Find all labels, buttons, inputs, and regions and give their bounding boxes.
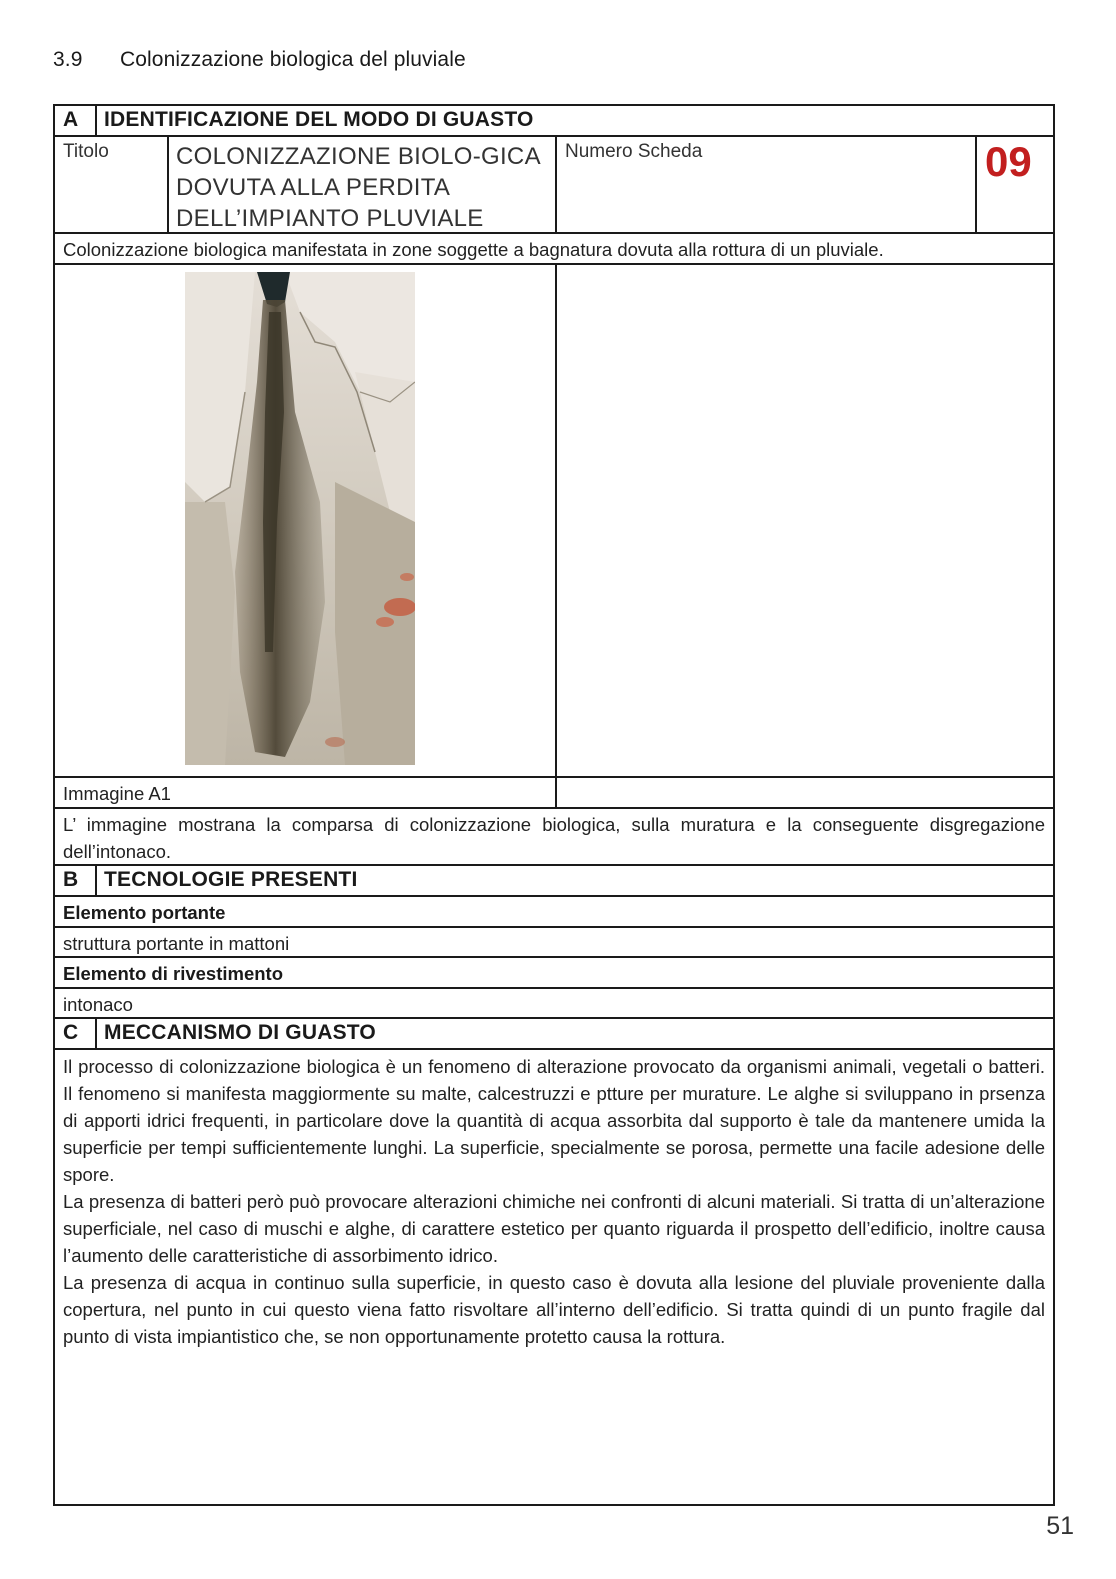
image-caption-row xyxy=(55,778,1053,809)
mechanism-text xyxy=(55,1050,1053,1350)
description-row xyxy=(55,234,1053,265)
elemento-rivestimento-value-row xyxy=(55,989,1053,1019)
image-caption-cell xyxy=(55,778,555,807)
elemento-portante-value: struttura portante in mattoni xyxy=(63,933,290,954)
section-b-header xyxy=(55,866,1053,897)
wall-photo-illustration xyxy=(185,272,415,765)
image-a2-cell xyxy=(555,265,1053,776)
titolo-value-cell xyxy=(167,137,555,232)
mechanism-paragraph: Il processo di colonizzazione biologica è un fenomeno di alterazione provocato da organismi animali, vegetali o batteri. Il fenomeno si manifesta maggiormente su malte, calcestruzzi e ptture per murature. Le alghe si sviluppano in prsenza di apporti idrici frequenti, in particolare dove la quantità di acqua assorbita dal supporto è tale da mantenere umida la superficie per tempi sufficientemente lunghi. La superficie, specialmente se porosa, permette una facile adesione delle spore. xyxy=(63,1056,1045,1185)
elemento-rivestimento-value: intonaco xyxy=(63,994,133,1015)
elemento-portante-label-row xyxy=(55,897,1053,928)
titolo-value: COLONIZZAZIONE BIOLO-GICA DOVUTA ALLA PERDITA DELL’IMPIANTO PLUVIALE xyxy=(176,143,540,232)
section-number: 3.9 xyxy=(53,48,83,71)
mechanism-paragraph: La presenza di acqua in continuo sulla superficie, in questo caso è dovuta alla lesione del pluviale proveniente dalla copertura, nel punto in cui questo viena fatto risvoltare all’interno dell’edificio. Si tratta quindi di un punto fragile dal punto di vista impiantistico che, se non opportunamente protetto causa la rottura. xyxy=(63,1272,1045,1347)
failure-description: Colonizzazione biologica manifestata in zone soggette a bagnatura dovuta alla rottura di un pluviale. xyxy=(63,239,884,260)
mechanism-paragraph: La presenza di batteri però può provocare alterazioni chimiche nei confronti di alcuni materiali. Si tratta di un’alterazione superficiale, nel caso di muschi e alghe, di carattere estetico per quanto riguarda il prospetto dell’edificio, inoltre causa l’aumento delle caratteristiche di assorbimento idrico. xyxy=(63,1191,1045,1266)
elemento-portante-label: Elemento portante xyxy=(63,902,226,923)
elemento-rivestimento-label-row xyxy=(55,958,1053,989)
numero-scheda-label: Numero Scheda xyxy=(565,141,703,162)
failure-mode-card xyxy=(53,104,1055,1506)
section-c-letter: C xyxy=(55,1019,97,1048)
section-a-header xyxy=(55,106,1053,137)
titolo-label-cell xyxy=(55,137,167,232)
elemento-rivestimento-label: Elemento di rivestimento xyxy=(63,963,283,984)
elemento-portante-value-row xyxy=(55,928,1053,958)
title-row xyxy=(55,137,1053,234)
numero-scheda-value-cell xyxy=(975,137,1053,232)
mechanism-body xyxy=(55,1050,1053,1504)
wall-photo xyxy=(185,272,415,765)
image-caption: Immagine A1 xyxy=(63,783,171,804)
section-title: Colonizzazione biologica del pluviale xyxy=(120,48,466,71)
section-c-header xyxy=(55,1019,1053,1050)
image-description-row xyxy=(55,809,1053,866)
images-row xyxy=(55,265,1053,778)
numero-scheda-value: 09 xyxy=(985,138,1032,185)
numero-scheda-label-cell xyxy=(555,137,975,232)
section-b-title: TECNOLOGIE PRESENTI xyxy=(104,868,358,891)
section-heading xyxy=(53,48,466,72)
image-caption-empty-cell xyxy=(555,778,1053,807)
section-c-title: MECCANISMO DI GUASTO xyxy=(104,1021,376,1044)
image-description: L’ immagine mostrana la comparsa di colonizzazione biologica, sulla muratura e la conseguente disgregazione dell’intonaco. xyxy=(63,814,1045,862)
titolo-label: Titolo xyxy=(63,141,109,162)
section-a-title: IDENTIFICAZIONE DEL MODO DI GUASTO xyxy=(104,108,534,131)
page-number: 51 xyxy=(1046,1512,1074,1540)
section-a-letter: A xyxy=(55,106,97,135)
section-b-letter: B xyxy=(55,866,97,895)
image-a1-cell xyxy=(55,265,555,776)
